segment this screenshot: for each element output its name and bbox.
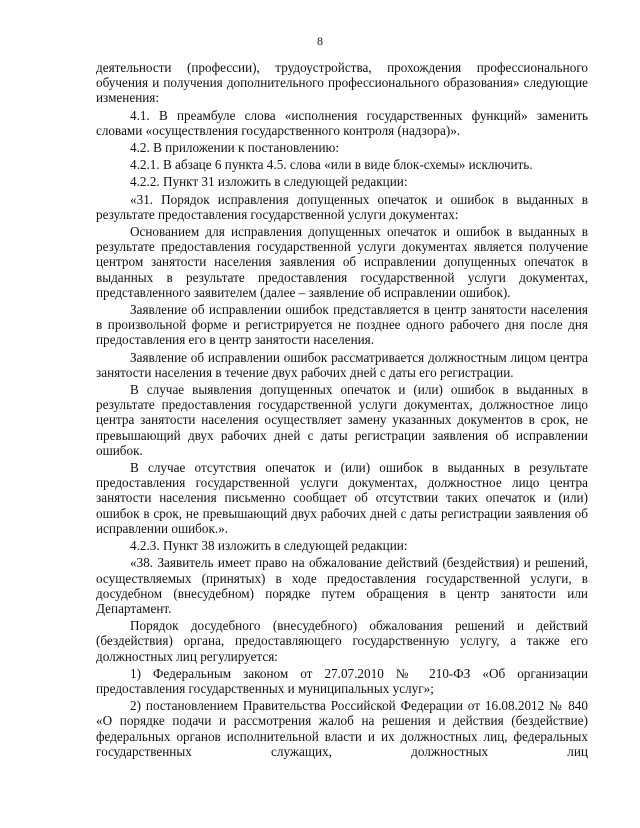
paragraph-basis-for-correction: Основанием для исправления допущенных опечаток и ошибок в выданных в результате предоставления государственной услуги документах является получение центром занятости населения заявления об исправлении допущенных опечаток в выданных в результате предоставления государственной услуги документах, представленного заявителем (далее – заявление об исправлении ошибок). <box>96 224 588 300</box>
paragraph-clause-38: «38. Заявитель имеет право на обжалование действий (бездействия) и решений, осуществляемых (принятых) в ходе предоставления государственной услуги, в досудебном (внесудебном) порядке путем обращения в центр занятости или Департамент. <box>96 555 588 616</box>
paragraph-errors-found: В случае выявления допущенных опечаток и (или) ошибок в выданных в результате предоставления государственной услуги документах, должностное лицо центра занятости населения осуществляет замену указанных документов в срок, не превышающий двух рабочих дней с даты регистрации заявления об исправлении ошибок. <box>96 382 588 458</box>
paragraph-intro-continuation: деятельности (профессии), трудоустройства, прохождения профессионального обучения и получения дополнительного профессионального образования» следующие изменения: <box>96 60 588 106</box>
paragraph-4-2-3: 4.2.3. Пункт 38 изложить в следующей редакции: <box>130 538 408 554</box>
paragraph-4-2-1: 4.2.1. В абзаце 6 пункта 4.5. слова «или в виде блок-схемы» исключить. <box>130 157 533 173</box>
paragraph-appeal-procedure: Порядок досудебного (внесудебного) обжалования решений и действий (бездействия) органа, предоставляющего государственную услугу, а также его должностных лиц регулируется: <box>96 618 588 664</box>
paragraph-application-review: Заявление об исправлении ошибок рассматривается должностным лицом центра занятости населения в течение двух рабочих дней с даты его регистрации. <box>96 349 588 380</box>
paragraph-decree-840: 2) постановлением Правительства Российской Федерации от 16.08.2012 № 840 «О порядке подачи и рассмотрения жалоб на решения и действия (бездействие) федеральных органов исполнительной власти и их должностных лиц, федеральных государственных служащих, должностных лиц <box>96 698 588 759</box>
paragraph-clause-31: «31. Порядок исправления допущенных опечаток и ошибок в выданных в результате предоставления государственной услуги документах: <box>96 191 588 222</box>
document-body <box>96 60 588 761</box>
paragraph-4-1: 4.1. В преамбуле слова «исполнения государственных функций» заменить словами «осуществления государственного контроля (надзора)». <box>96 107 588 138</box>
paragraph-4-2-2: 4.2.2. Пункт 31 изложить в следующей редакции: <box>130 174 408 190</box>
paragraph-law-210: 1) Федеральным законом от 27.07.2010 № 210-ФЗ «Об организации предоставления государственных и муниципальных услуг»; <box>96 665 588 696</box>
page-number: 8 <box>317 34 323 48</box>
paragraph-application-submission: Заявление об исправлении ошибок представляется в центр занятости населения в произвольной форме и регистрируется не позднее одного рабочего дня после дня предоставления его в центр занятости населения. <box>96 302 588 348</box>
paragraph-4-2: 4.2. В приложении к постановлению: <box>130 140 340 156</box>
paragraph-errors-absent: В случае отсутствия опечаток и (или) ошибок в выданных в результате предоставления государственной услуги документах, должностное лицо центра занятости населения письменно сообщает об отсутствии таких опечаток и (или) ошибок в срок, не превышающий двух рабочих дней с даты регистрации заявления об исправлении ошибок.». <box>96 460 588 536</box>
